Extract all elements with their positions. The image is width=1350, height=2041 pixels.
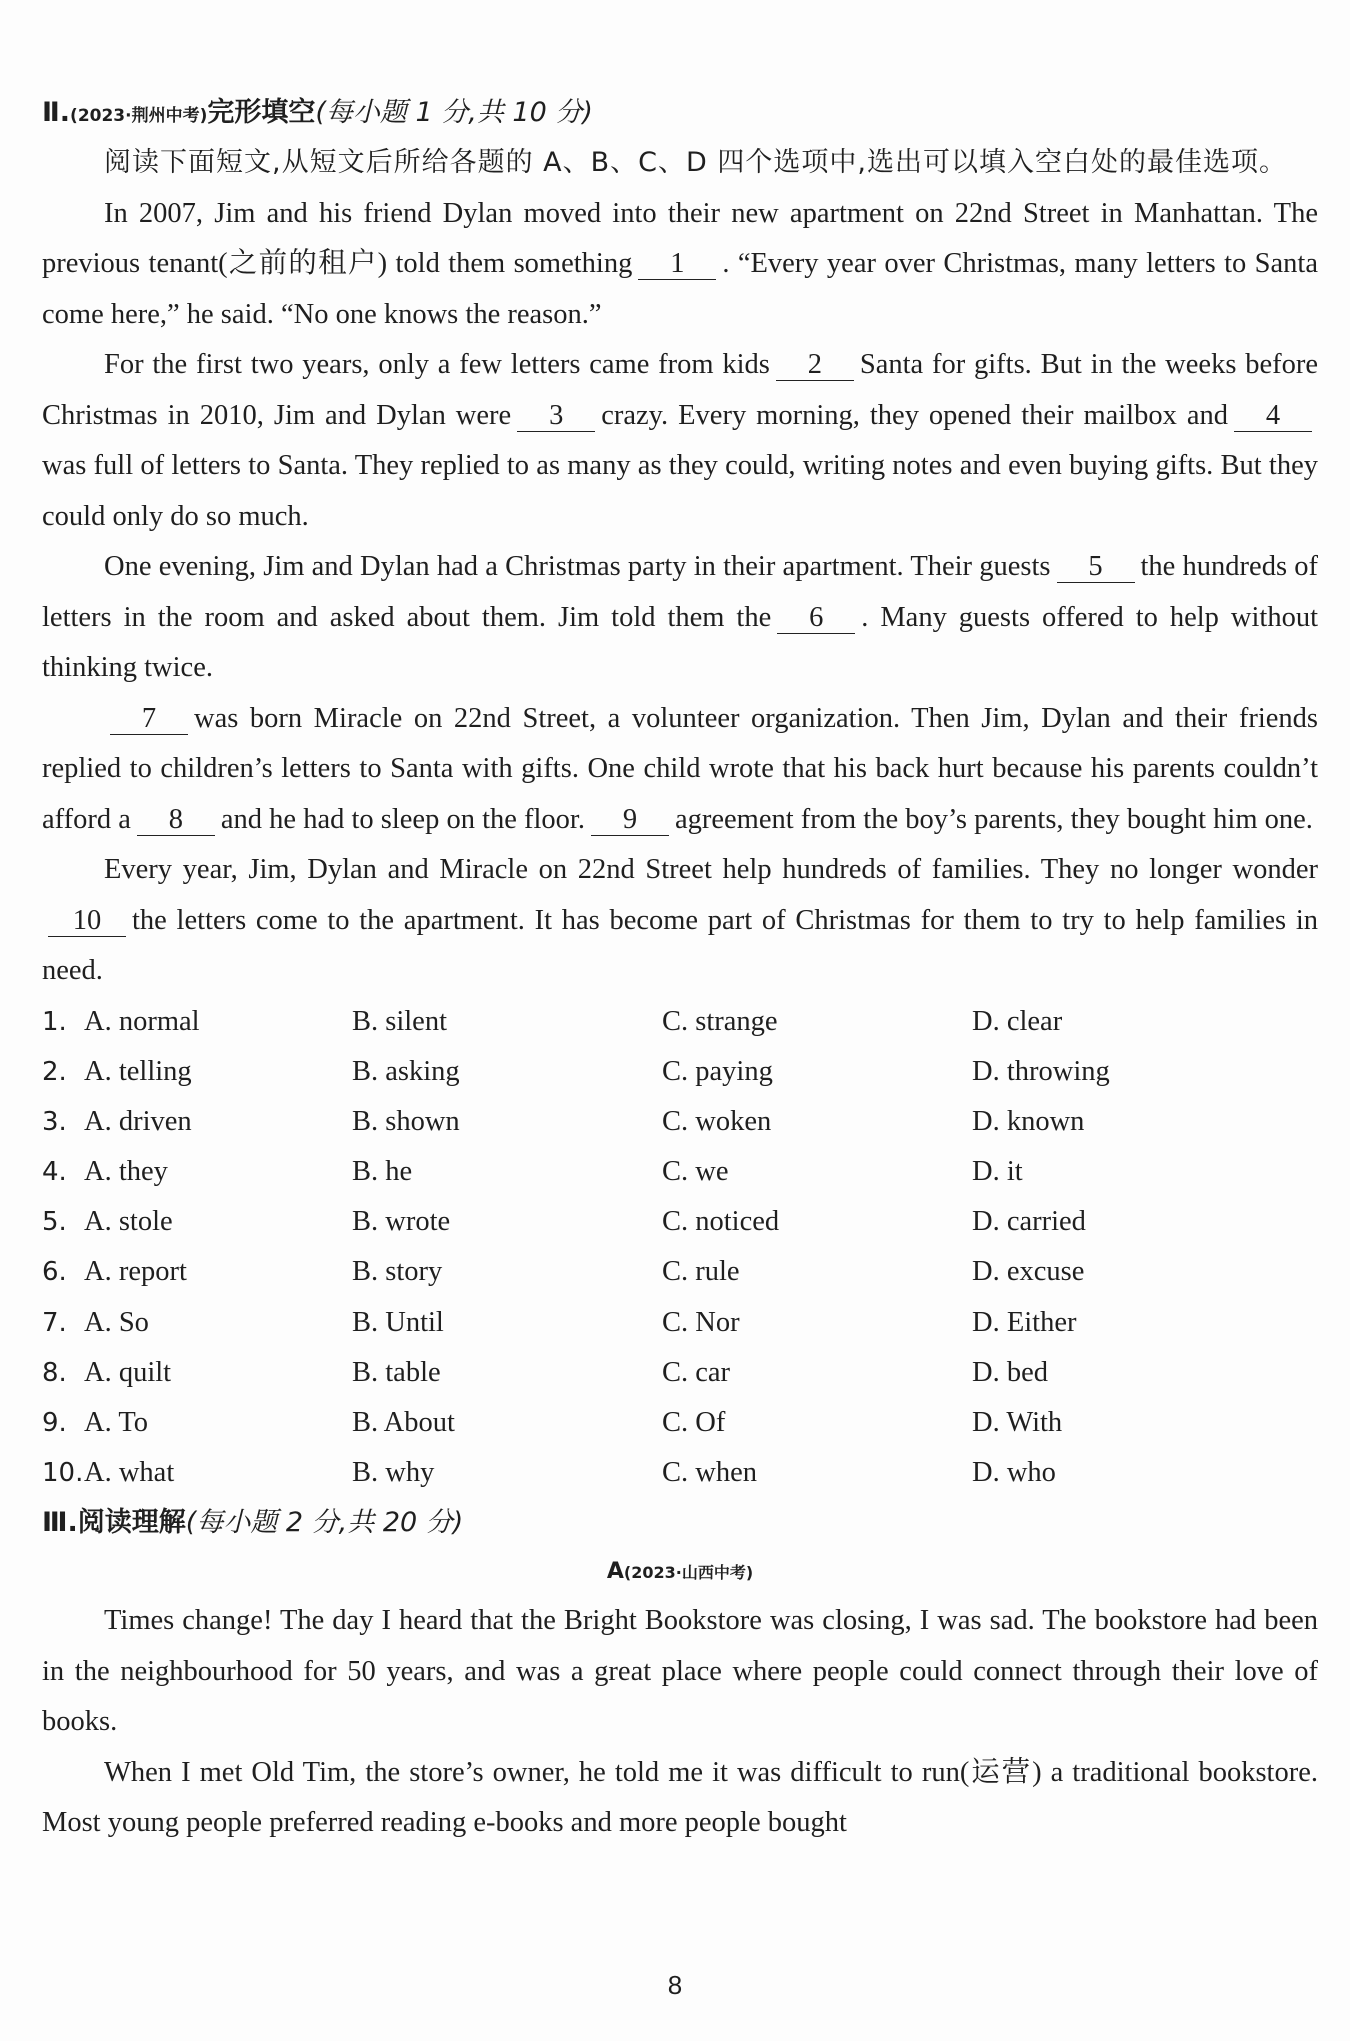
- passage-text: was born Miracle on 22nd Street, a volunteer organization. Then Jim, Dylan and their friends replied to children’s letters to Santa with gifts. One child wrote that his back hurt because his parents couldn’t afford a: [42, 702, 1318, 835]
- option-d[interactable]: D. With: [972, 1407, 1063, 1438]
- section-score: (每小题 1 分,共 10 分): [315, 97, 593, 128]
- option-a[interactable]: A. quilt: [84, 1356, 172, 1388]
- option-b[interactable]: B. story: [352, 1256, 443, 1288]
- option-d[interactable]: D. who: [972, 1457, 1056, 1489]
- section-3-heading: [42, 1498, 1318, 1548]
- blank-8[interactable]: 8: [137, 805, 215, 836]
- section-2-heading: [42, 88, 1318, 138]
- option-b[interactable]: B. Until: [352, 1306, 444, 1338]
- passage-text: Santa for gifts. But in the weeks before Christmas in 2010, Jim and Dylan were: [42, 349, 1318, 431]
- option-d[interactable]: D. throwing: [972, 1055, 1110, 1087]
- passage-text: and he had to sleep on the floor.: [220, 803, 585, 835]
- blank-5[interactable]: 5: [1057, 552, 1135, 583]
- option-c[interactable]: C. noticed: [662, 1206, 780, 1238]
- passage-paragraph-3: [42, 542, 1318, 694]
- content: [42, 88, 1318, 1849]
- option-row: [42, 1448, 1318, 1498]
- passage-text: . Many guests offered to help without thinking twice.: [42, 601, 1318, 683]
- reading-paragraph-2: When I met Old Tim, the store’s owner, he told me it was difficult to run(运营) a traditional bookstore. Most young people preferred reading e-books and more people bought: [42, 1756, 1318, 1839]
- blank-9[interactable]: 9: [591, 805, 669, 836]
- option-row: [42, 1047, 1318, 1097]
- option-d[interactable]: D. it: [972, 1156, 1023, 1188]
- question-number: 1.: [42, 1006, 67, 1037]
- option-row: [42, 1298, 1318, 1348]
- page-number: 8: [667, 1970, 683, 2000]
- blank-6[interactable]: 6: [777, 603, 855, 634]
- passage-letter: A: [606, 1559, 624, 1585]
- option-d[interactable]: D. carried: [972, 1206, 1086, 1238]
- option-d[interactable]: D. Either: [972, 1306, 1077, 1338]
- section-number: Ⅱ.: [42, 97, 71, 128]
- passage-paragraph-5: [42, 845, 1318, 997]
- option-b[interactable]: B. silent: [352, 1005, 448, 1037]
- option-b[interactable]: B. About: [352, 1407, 455, 1438]
- option-c[interactable]: C. rule: [662, 1256, 740, 1288]
- option-row: [42, 997, 1318, 1047]
- section-title: 完形填空: [207, 97, 316, 128]
- option-a[interactable]: A. they: [84, 1156, 168, 1188]
- option-d[interactable]: D. clear: [972, 1005, 1063, 1037]
- option-c[interactable]: C. when: [662, 1457, 757, 1489]
- instruction: 阅读下面短文,从短文后所给各题的 A、B、C、D 四个选项中,选出可以填入空白处的最佳选项。: [104, 147, 1287, 178]
- option-c[interactable]: C. woken: [662, 1105, 772, 1137]
- option-row: [42, 1348, 1318, 1398]
- option-row: [42, 1247, 1318, 1297]
- blank-3[interactable]: 3: [517, 401, 595, 432]
- option-b[interactable]: B. asking: [352, 1055, 460, 1087]
- passage-text: agreement from the boy’s parents, they bought him one.: [674, 803, 1313, 835]
- option-a[interactable]: A. To: [84, 1407, 148, 1438]
- passage-paragraph-2: [42, 340, 1318, 542]
- section-source: (2023·荆州中考): [70, 106, 208, 126]
- option-d[interactable]: D. bed: [972, 1356, 1048, 1388]
- passage-paragraph-4: [42, 694, 1318, 846]
- question-number: 10.: [42, 1458, 84, 1489]
- section-score: (每小题 2 分,共 20 分): [185, 1507, 464, 1539]
- blank-10[interactable]: 10: [48, 906, 126, 937]
- question-number: 4.: [42, 1157, 67, 1188]
- passage-text: One evening, Jim and Dylan had a Christmas party in their apartment. Their guests: [104, 551, 1051, 582]
- option-row: [42, 1147, 1318, 1197]
- option-a[interactable]: A. what: [84, 1457, 175, 1489]
- option-a[interactable]: A. So: [84, 1306, 149, 1338]
- option-b[interactable]: B. table: [352, 1356, 441, 1388]
- passage-source: (2023·山西中考): [623, 1563, 754, 1583]
- option-row: [42, 1197, 1318, 1247]
- question-number: 3.: [42, 1106, 67, 1137]
- option-c[interactable]: C. car: [662, 1356, 731, 1388]
- option-a[interactable]: A. telling: [84, 1055, 192, 1087]
- option-c[interactable]: C. Of: [662, 1407, 726, 1438]
- passage-text: In 2007, Jim and his friend Dylan moved into their new apartment on 22nd Street in Manhattan. The previous tenant(之前的租户) told them something: [42, 197, 1318, 279]
- question-number: 8.: [42, 1357, 67, 1388]
- option-d[interactable]: D. excuse: [972, 1256, 1085, 1288]
- passage-text: crazy. Every morning, they opened their mailbox and: [601, 399, 1228, 431]
- passage-text: For the first two years, only a few letters came from kids: [104, 349, 770, 380]
- reading-paragraph-1: Times change! The day I heard that the Bright Bookstore was closing, I was sad. The bookstore had been in the neighbourhood for 50 years, and was a great place where people could connect through their love of books.: [42, 1605, 1318, 1738]
- section-title: 阅读理解: [77, 1507, 186, 1539]
- option-c[interactable]: C. strange: [662, 1005, 778, 1037]
- question-number: 5.: [42, 1207, 67, 1238]
- blank-7[interactable]: 7: [110, 704, 188, 735]
- options-list: [42, 997, 1318, 1499]
- blank-4[interactable]: 4: [1234, 401, 1312, 432]
- option-d[interactable]: D. known: [972, 1105, 1085, 1137]
- option-b[interactable]: B. shown: [352, 1105, 460, 1137]
- option-a[interactable]: A. normal: [84, 1005, 200, 1037]
- option-b[interactable]: B. wrote: [352, 1206, 451, 1238]
- passage-text: the letters come to the apartment. It has become part of Christmas for them to try to help families in need.: [42, 904, 1318, 986]
- option-b[interactable]: B. he: [352, 1156, 413, 1188]
- question-number: 2.: [42, 1056, 67, 1087]
- option-c[interactable]: C. we: [662, 1156, 729, 1188]
- passage-paragraph-1: [42, 189, 1318, 341]
- section-number: Ⅲ.: [42, 1507, 78, 1539]
- blank-2[interactable]: 2: [776, 350, 854, 381]
- question-number: 9.: [42, 1408, 67, 1438]
- option-a[interactable]: A. driven: [84, 1105, 192, 1137]
- blank-1[interactable]: 1: [638, 249, 716, 280]
- question-number: 7.: [42, 1307, 67, 1338]
- passage-a-title: [42, 1548, 1318, 1596]
- passage-text: . “Every year over Christmas, many letters to Santa come here,” he said. “No one knows the reason.”: [42, 248, 1318, 330]
- passage-text: was full of letters to Santa. They replied to as many as they could, writing notes and even buying gifts. But they could only do so much.: [42, 450, 1318, 532]
- passage-text: Every year, Jim, Dylan and Miracle on 22nd Street help hundreds of families. They no longer wonder: [104, 854, 1318, 885]
- option-a[interactable]: A. report: [84, 1256, 187, 1288]
- question-number: 6.: [42, 1257, 67, 1288]
- option-b[interactable]: B. why: [352, 1457, 435, 1489]
- option-a[interactable]: A. stole: [84, 1206, 173, 1238]
- passage-text: the hundreds of letters in the room and asked about them. Jim told them the: [42, 551, 1318, 633]
- option-row: [42, 1398, 1318, 1448]
- option-row: [42, 1097, 1318, 1147]
- option-c[interactable]: C. Nor: [662, 1306, 740, 1338]
- option-c[interactable]: C. paying: [662, 1055, 773, 1087]
